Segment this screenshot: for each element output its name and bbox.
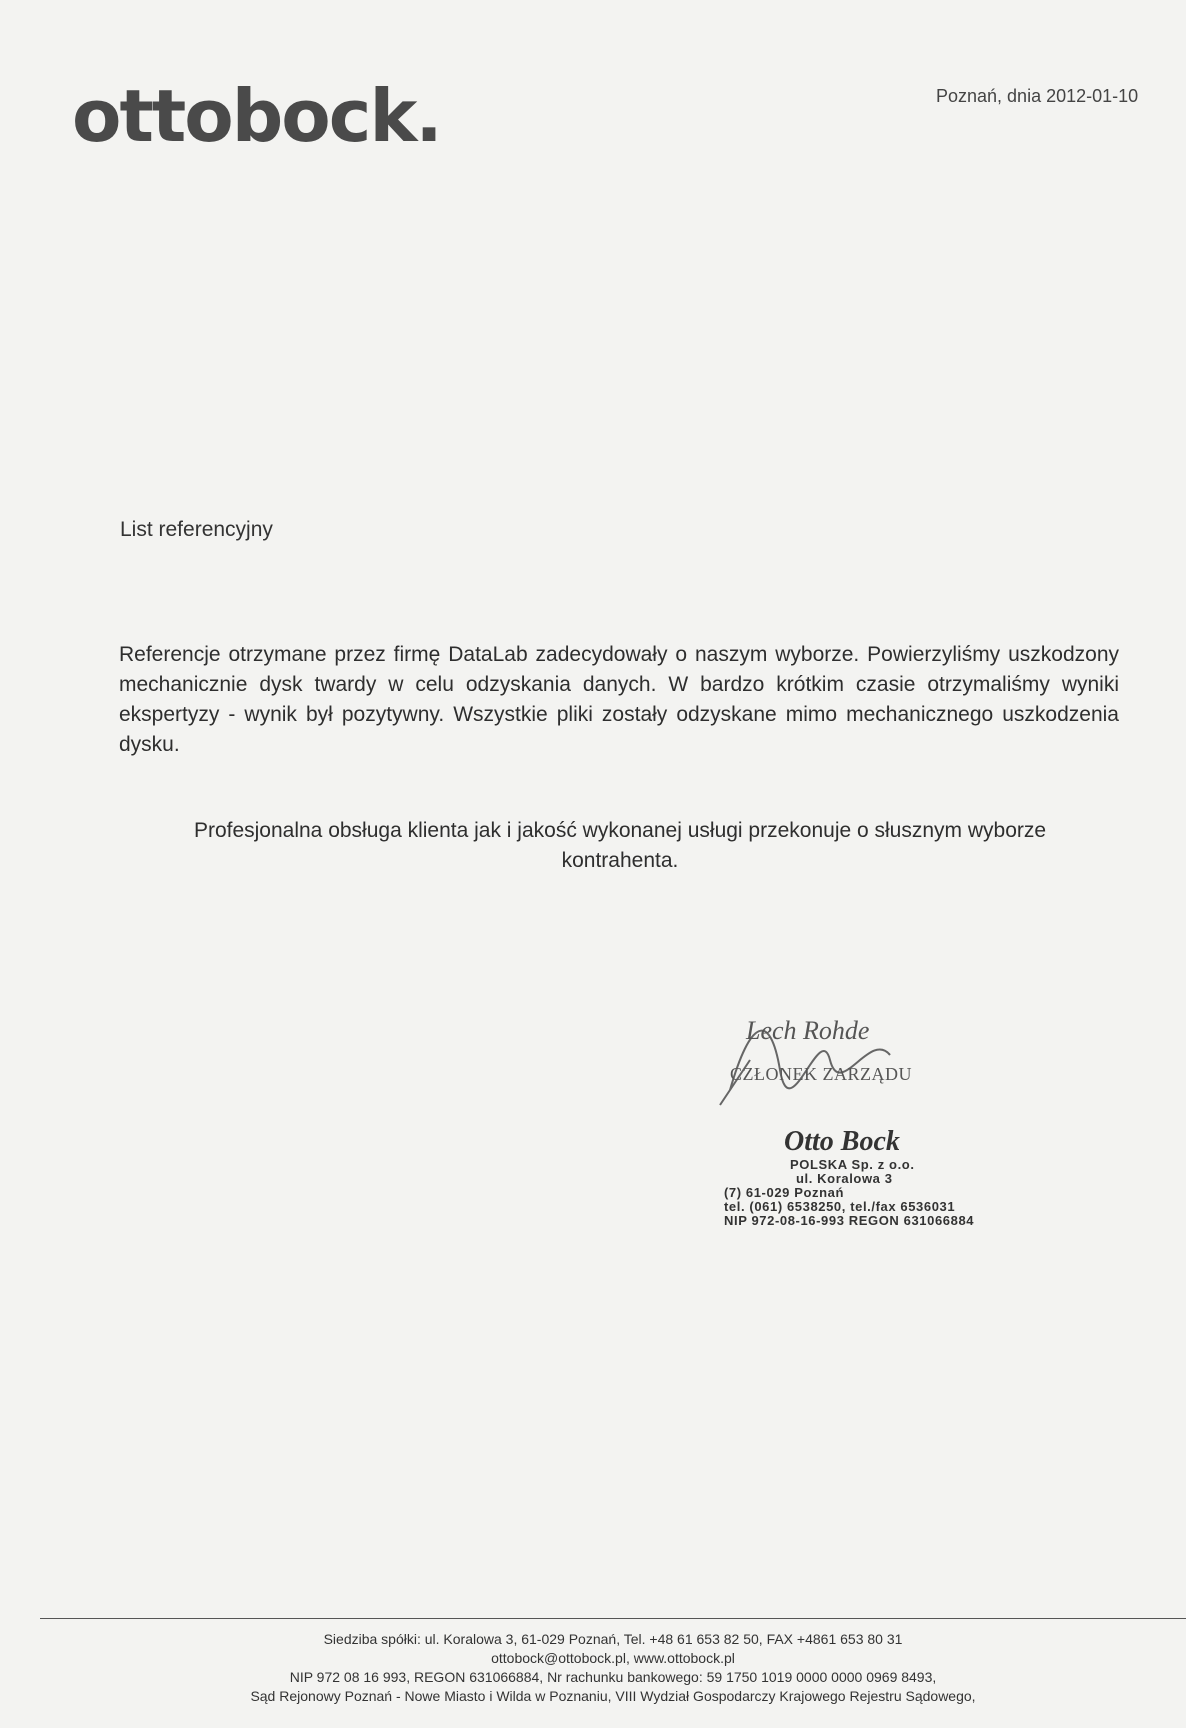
- signatory-role: CZŁONEK ZARZĄDU: [730, 1064, 912, 1084]
- stamp-line: POLSKA Sp. z o.o.: [790, 1157, 915, 1172]
- footer-line: ottobock@ottobock.pl, www.ottobock.pl: [491, 1650, 735, 1666]
- footer: [40, 1630, 1186, 1706]
- letter-date: Poznań, dnia 2012-01-10: [936, 86, 1139, 106]
- footer-line: Siedziba spółki: ul. Koralowa 3, 61-029 Poznań, Tel. +48 61 653 82 50, FAX +4861 653 80 31: [323, 1631, 903, 1647]
- stamp-brand: Otto Bock: [784, 1126, 900, 1157]
- stamp-line: (7) 61-029 Poznań: [724, 1185, 845, 1200]
- letter-paragraph-1: Referencje otrzymane przez firmę DataLab zadecydowały o naszym wyborze. Powierzyliśmy uszkodzony mechanicznie dysk twardy w celu odzyskania danych. W bardzo krótkim czasie otrzymaliśmy wyniki ekspertyzy - wynik był pozytywny. Wszystkie pliki zostały odzyskane mimo mechanicznego uszkodzenia dysku.: [119, 643, 1119, 756]
- letter-paragraph-2: Profesjonalna obsługa klienta jak i jakość wykonanej usługi przekonuje o słusznym wyborze kontrahenta.: [193, 819, 1047, 872]
- footer-line: NIP 972 08 16 993, REGON 631066884, Nr rachunku bankowego: 59 1750 1019 0000 0000 0969 8493,: [289, 1669, 937, 1685]
- footer-divider: [40, 1618, 1186, 1619]
- stamp-line: ul. Koralowa 3: [796, 1171, 893, 1186]
- company-logo: ottobock.: [72, 74, 441, 158]
- letter-subject: List referencyjny: [120, 518, 273, 541]
- stamp-line: tel. (061) 6538250, tel./fax 6536031: [724, 1199, 956, 1214]
- signatory-name: Lech Rohde: [746, 1016, 870, 1045]
- stamp-line: NIP 972-08-16-993 REGON 631066884: [724, 1213, 975, 1228]
- footer-line: Sąd Rejonowy Poznań - Nowe Miasto i Wilda w Poznaniu, VIII Wydział Gospodarczy Krajowego Rejestru Sądowego,: [250, 1688, 976, 1704]
- company-stamp: [700, 1126, 1020, 1228]
